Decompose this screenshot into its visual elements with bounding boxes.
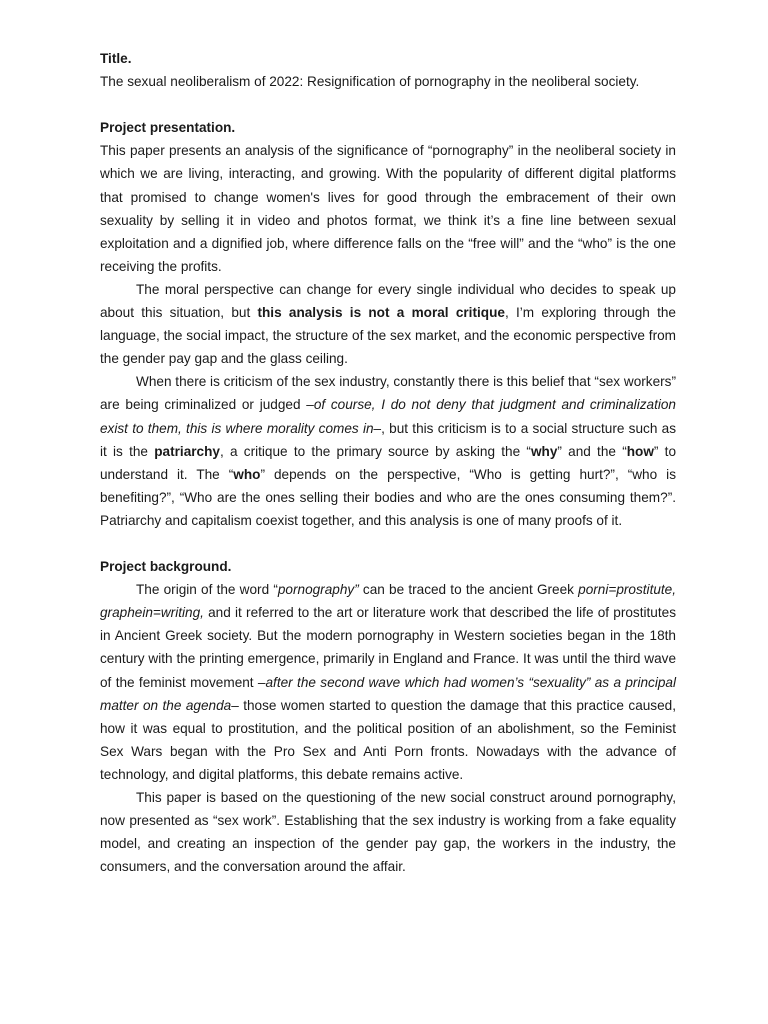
- presentation-paragraph-3: [100, 370, 676, 532]
- text-run: When there is criticism of the sex industry, constantly there is this belief that “sex workers” are being criminalized or judged –: [100, 374, 676, 413]
- background-heading: Project background.: [100, 559, 232, 575]
- background-paragraph-1: [100, 578, 676, 786]
- spacer: [100, 532, 676, 555]
- presentation-paragraph-2: [100, 278, 676, 370]
- italic-text: after the second wave which had women’s “sexuality” as a principal matter on the agenda: [100, 674, 676, 713]
- bold-text: this analysis is not a moral critique: [257, 305, 505, 321]
- title-heading: Title.: [100, 51, 132, 66]
- text-run: The origin of the word “: [136, 582, 278, 598]
- italic-text: porni=prostitute, graphein=writing,: [100, 582, 677, 621]
- bold-text: why: [530, 443, 558, 459]
- italic-text: pornography”: [277, 582, 359, 598]
- presentation-paragraph-1: This paper presents an analysis of the significance of “pornography” in the neoliberal society in which we are living, interacting, and growing. With the popularity of different digital platforms that promised to change women's lives for good through the embracement of their own sexuality by selling it in video and photos format, we think it’s a fine line between sexual exploitation and a dignified job, where difference falls on the “free will” and the “who” is the one receiving the profits.: [100, 143, 676, 274]
- text-run: can be traced to the ancient Greek: [358, 582, 579, 598]
- text-run: ” and the “: [557, 443, 627, 459]
- italic-text: of course, I do not deny that judgment and criminalization exist to them, this is where morality comes in: [100, 397, 676, 436]
- text-run: The moral perspective can change for every single individual who decides to speak up about this situation, but: [100, 281, 676, 321]
- text-run: and it referred to the art or literature work that described the life of prostitutes in Ancient Greek society. But the modern pornography in Western societies began in the 18th century with the printing emergence, primarily in England and France. It was until the third wave of the feminist movement –: [100, 605, 676, 690]
- background-paragraph-2: This paper is based on the questioning of the new social construct around pornography, now presented as “sex work”. Establishing that the sex industry is working from a fake equality model, and creating an inspection of the gender pay gap, the workers in the industry, the consumers, and the conversation around the affair.: [100, 790, 676, 875]
- presentation-heading: Project presentation.: [100, 120, 236, 136]
- bold-text: how: [626, 443, 654, 459]
- text-run: , a critique to the primary source by asking the “: [219, 443, 531, 459]
- spacer: [100, 93, 676, 116]
- bold-text: patriarchy: [154, 443, 220, 459]
- text-run: ” depends on the perspective, “Who is getting hurt?”, “who is benefiting?”, “Who are the ones selling their bodies and who are the ones consuming them?”. Patriarchy and capitalism coexist together, and this analysis is one of many proofs of it.: [100, 466, 676, 528]
- text-run: , I’m exploring through the language, the social impact, the structure of the sex market, and the economic perspective from the gender pay gap and the glass ceiling.: [100, 305, 676, 367]
- title-text: The sexual neoliberalism of 2022: Resignification of pornography in the neoliberal society.: [100, 74, 640, 90]
- text-run: ” to understand it. The “: [100, 443, 677, 482]
- bold-text: who: [233, 466, 261, 482]
- text-run: – those women started to question the damage that this practice caused, how it was equal to prostitution, and the political position of an abolishment, so the Feminist Sex Wars began with the Pro Sex and Anti Porn fronts. Nowadays with the advance of technology, and digital platforms, this debate remains active.: [100, 697, 677, 782]
- text-run: –, but this criticism is to a social structure such as it is the: [100, 420, 677, 459]
- document-content: [100, 47, 676, 878]
